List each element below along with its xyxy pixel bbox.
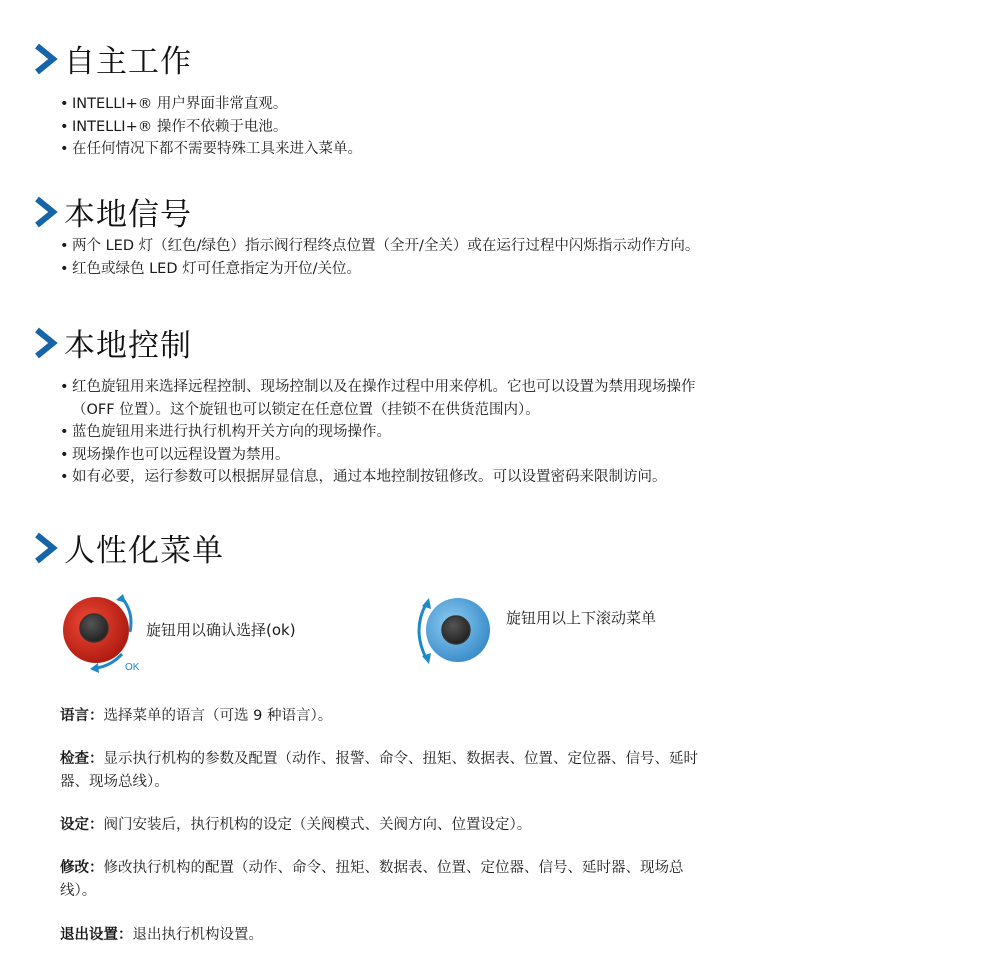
- menu-item-key: 修改：: [60, 860, 104, 876]
- list-item: • 如有必要，运行参数可以根据屏显信息，通过本地控制按钮修改。可以设置密码来限制访问。: [60, 466, 696, 489]
- knob-center: [442, 616, 470, 644]
- menu-item-text: 退出执行机构设置。: [132, 927, 263, 943]
- menu-item-modify: [60, 857, 820, 902]
- chevron-right-icon: [34, 532, 58, 564]
- list-item-text: （OFF 位置）。这个旋钮也可以锁定在任意位置（挂锁不在供货范围内）。: [72, 401, 540, 418]
- menu-item-text: 阀门安装后，执行机构的设定（关阀模式、关阀方向、位置设定）。: [103, 817, 532, 833]
- section-title: 本地控制: [64, 328, 192, 364]
- red-knob-label: 旋钮用以确认选择(ok): [146, 621, 296, 639]
- blue-knob-label: 旋钮用以上下滚动菜单: [506, 609, 657, 627]
- menu-item-text: 线）。: [60, 882, 97, 899]
- menu-item-key: 检查：: [60, 751, 104, 767]
- bullet-list-autonomous: [60, 93, 362, 161]
- list-item: • 在任何情况下都不需要特殊工具来进入菜单。: [60, 138, 362, 161]
- chevron-right-icon: [34, 43, 58, 75]
- list-item: • 现场操作也可以远程设置为禁用。: [60, 444, 696, 467]
- menu-item-text: 修改执行机构的配置（动作、命令、扭矩、数据表、位置、定位器、信号、延时器、现场总: [103, 860, 684, 876]
- menu-item-text: 器、现场总线）。: [60, 773, 169, 790]
- blue-knob-image: [410, 596, 494, 666]
- menu-item-text: 显示执行机构的参数及配置（动作、报警、命令、扭矩、数据表、位置、定位器、信号、延时: [103, 751, 698, 767]
- knob-center: [80, 614, 108, 642]
- menu-item-key: 退出设置：: [60, 927, 133, 943]
- chevron-right-icon: [34, 196, 58, 228]
- section-title: 自主工作: [64, 44, 192, 80]
- section-heading-local-signal: [34, 189, 192, 234]
- list-item: • INTELLI+® 用户界面非常直观。: [60, 93, 362, 116]
- section-heading-menu: [34, 525, 224, 570]
- list-item: • 两个 LED 灯（红色/绿色）指示阀行程终点位置（全开/全关）或在运行过程中闪烁指示动作方向。: [60, 235, 699, 258]
- section-heading-local-control: [34, 320, 192, 365]
- menu-item-key: 语言：: [60, 708, 104, 724]
- list-item: • 蓝色旋钮用来进行执行机构开关方向的现场操作。: [60, 421, 696, 444]
- chevron-right-icon: [34, 327, 58, 359]
- bullet-list-local-control: [60, 376, 696, 489]
- menu-item-setup: [60, 814, 820, 837]
- section-title: 本地信号: [64, 197, 192, 233]
- menu-item-language: [60, 705, 820, 728]
- list-item: • 红色旋钮用来选择远程控制、现场控制以及在操作过程中用来停机。它也可以设置为禁用现场操作: [60, 376, 696, 399]
- section-heading-autonomous: [34, 36, 192, 81]
- menu-item-exit: [60, 924, 820, 947]
- red-knob-image: [56, 592, 146, 674]
- list-item-continuation: [60, 399, 696, 422]
- section-title: 人性化菜单: [64, 533, 224, 569]
- menu-item-key: 设定：: [60, 817, 104, 833]
- menu-item-view: [60, 748, 820, 793]
- list-item: • 红色或绿色 LED 灯可任意指定为开位/关位。: [60, 258, 699, 281]
- ok-label: OK: [125, 662, 140, 673]
- list-item: • INTELLI+® 操作不依赖于电池。: [60, 116, 362, 139]
- menu-item-text: 选择菜单的语言（可选 9 种语言）。: [103, 708, 333, 724]
- scroll-arrow-icon: [419, 604, 426, 658]
- bullet-list-local-signal: [60, 235, 699, 280]
